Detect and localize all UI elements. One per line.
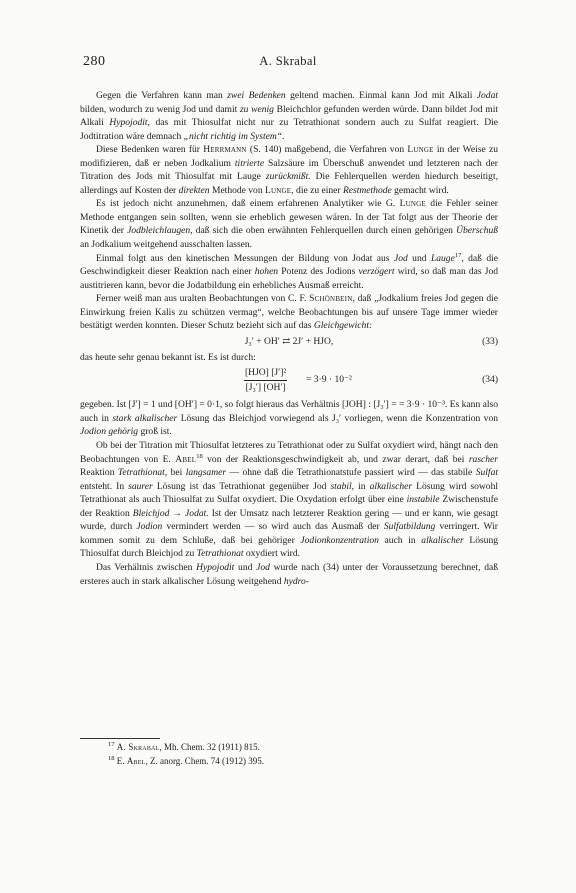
paragraph-7: gegeben. Ist [J′] = 1 und [OH′] = 0·1, so folgt hieraus das Verhältnis [JOH] : [J₃′] = = 3·9 · 10⁻³. Es kann also auch in stark alkalischer Lösung das Bleichjod vorwiegend als J₃′ vorliegen, wenn die Konzentration von Jodion gehörig groß ist. bbox=[80, 399, 498, 438]
paragraph-2: Diese Bedenken waren für Herrmann (S. 140) maßgebend, die Verfahren von Lunge in der Weise zu modifizieren, daß er neben Jodkalium titrierte Salzsäure im Überschuß anwendet und letzteren nach der Titration des Jods mit Thiosulfat mit Lauge zurückmißt. Die Fehlerquellen werden hiedurch beseitigt, allerdings auf Kosten der direkten Methode von Lunge, die zu einer Restmethode gemacht wird. bbox=[80, 144, 498, 196]
body-text bbox=[80, 89, 498, 588]
paragraph-4: Einmal folgt aus den kinetischen Messungen der Bildung von Jodat aus Jod und Lauge$^{17}$, daß die Geschwindigkeit dieser Reaktion nach einer hohen Potenz des Jodions verzögert wird, so daß man das Jod austitrieren kann, bevor die Jodatbildung ein erhebliches Ausmaß erreicht. bbox=[80, 251, 499, 291]
footnote-17: $^{17}$ A. Skrabal, Mh. Chem. 32 (1911) 815. bbox=[108, 741, 260, 752]
equation-34-numerator: [HJO] [J′]² bbox=[244, 366, 287, 381]
footnote-ref-17: 17 bbox=[454, 251, 462, 259]
equation-34-value: = 3·9 · 10⁻² bbox=[306, 374, 352, 386]
paragraph-3: Es ist jedoch nicht anzunehmen, daß einem erfahrenen Analytiker wie G. Lunge die Fehler seiner Methode entgangen sein sollten, wenn sie erheblich gewesen wären. In der Tat folgt aus der Theorie der Kinetik der Jodbleichlaugen, daß sich die oben erwähnten Fehlerquellen durch einen gehörigen Überschuß an Jodkalium weitgehend ausschalten lassen. bbox=[80, 198, 498, 251]
paragraph-1: Gegen die Verfahren kann man zwei Bedenken geltend machen. Einmal kann Jod mit Alkali Jodat bilden, wodurch zu wenig Jod und damit zu wenig Bleichchlor gefunden werden würde. Dann bildet Jod mit Alkali Hypojodit, das mit Thiosulfat nicht nur zu Tetrathionat sondern auch zu Sulfat reagiert. Die Jodtitration wäre demnach „nicht richtig im System“. bbox=[80, 90, 499, 142]
footnote-divider bbox=[80, 738, 160, 739]
page-number: 280 bbox=[83, 54, 106, 69]
equation-34-number: (34) bbox=[482, 374, 498, 386]
footnote-18: $^{18}$ E. Abel, Z. anorg. Chem. 74 (1912) 395. bbox=[108, 755, 265, 766]
paragraph-6: das heute sehr genau bekannt ist. Es ist durch: bbox=[80, 351, 256, 363]
equation-34 bbox=[80, 364, 498, 398]
paragraph-5: Ferner weiß man aus uralten Beobachtungen von C. F. Schönbein, daß „Jodkalium freies Jod gegen die Einwirkung freien Kalis zu schützen vermag“, welche Beobachtungen bis auf unsere Tage immer wieder bestätigt werden konnten. Dieser Schutz bezieht sich auf das Gleichgewicht: bbox=[80, 293, 498, 332]
equation-33-formula: J₃′ + OH′ ⇄ 2J′ + HJO, bbox=[244, 335, 334, 347]
footnote-ref-18: 18 bbox=[196, 452, 203, 460]
equation-33-number: (33) bbox=[482, 335, 498, 347]
equation-33 bbox=[80, 333, 498, 351]
paragraph-9: Das Verhältnis zwischen Hypojodit und Jod wurde nach (34) unter der Voraussetzung berechnet, daß ersteres auch in stark alkalischer Lösung weitgehend hydro- bbox=[80, 561, 498, 587]
equation-34-denominator: [J₃′] [OH′] bbox=[245, 381, 286, 393]
equation-34-fraction bbox=[244, 366, 287, 394]
running-header-author: A. Skrabal bbox=[259, 54, 317, 68]
paragraph-8: Ob bei der Titration mit Thiosulfat letzteres zu Tetrathionat oder zu Sulfat oxydiert wird, hängt nach den Beobachtungen von E. Abel$^{18}$ von der Reaktionsgeschwindigkeit ab, und zwar derart, daß bei rascher Reaktion Tetrathionat, bei langsamer — ohne daß die Tetrathionatstufe passiert wird — das stabile Sulfat entsteht. In saurer Lösung ist das Tetrathionat gegenüber Jod stabil, in alkalischer Lösung wird sowohl Tetrathionat als auch Thiosulfat zu Sulfat oxydiert. Die Oxydation erfolgt über eine instabile Zwischenstufe der Reaktion Bleichjod → Jodat. Ist der Umsatz nach letzterer Reaktion gering — und er kann, wie gesagt wurde, durch Jodion vermindert werden — so wird auch das Ausmaß der Sulfatbildung verringert. Wir kommen somit zu dem Schluße, daß bei gehöriger Jodionkonzentration auch in alkalischer Lösung Thiosulfat durch Bleichjod zu Tetrathionat oxydiert wird. bbox=[80, 440, 499, 560]
